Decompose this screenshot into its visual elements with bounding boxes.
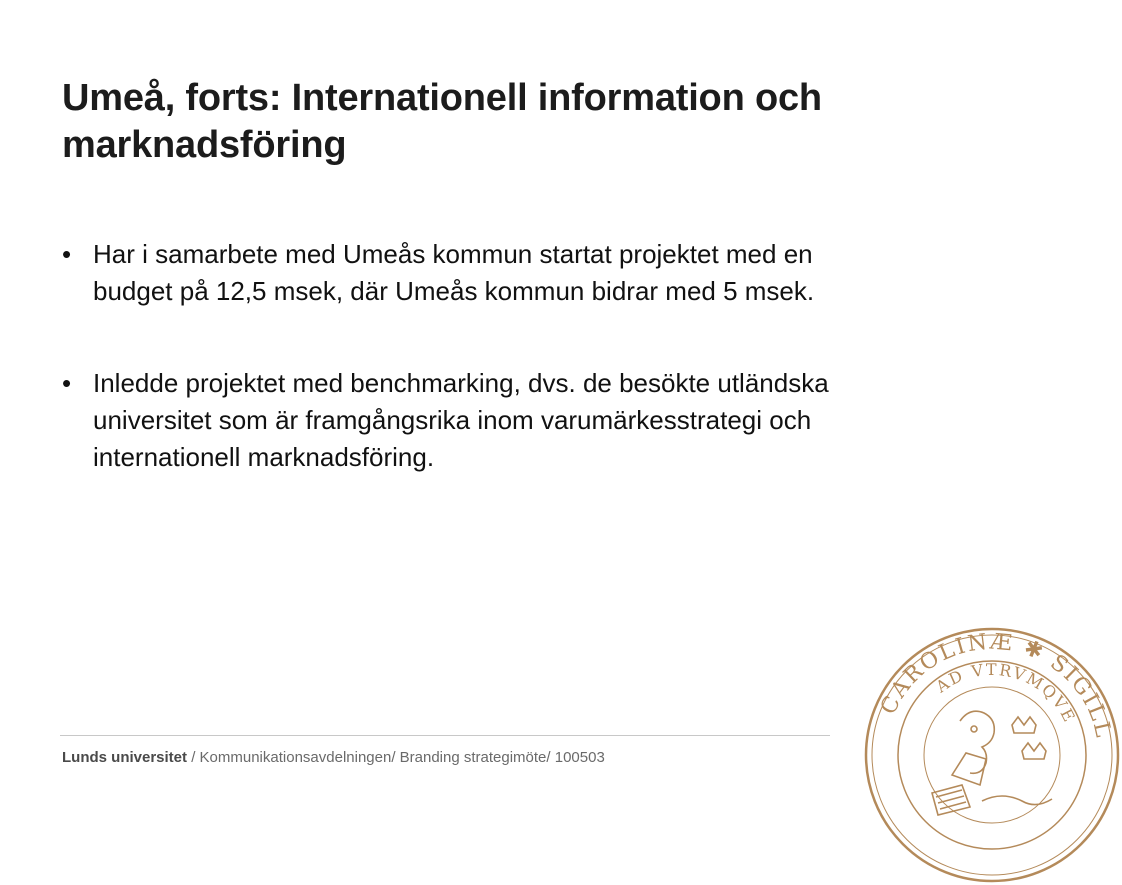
bullet-list (62, 236, 882, 476)
footer-path: / Kommunikationsavdelningen/ Branding strategimöte/ 100503 (187, 749, 605, 766)
slide-title: Umeå, forts: Internationell information och marknadsföring (62, 77, 822, 166)
seal-outer-text: CAROLINÆ ✱ SIGILL (876, 629, 1116, 742)
bullet-marker: • (62, 239, 72, 269)
bullet-item (62, 236, 882, 310)
seal-inner-text: AD VTRVMQVE (932, 659, 1080, 727)
svg-text:CAROLINÆ ✱ SIGILL (876, 629, 1116, 741)
footer-university: Lunds universitet (62, 749, 188, 766)
bullet-marker: • (62, 368, 72, 398)
bullet-text: Inledde projektet med benchmarking, dvs. de besökte utländska universitet som är framgångsrika inom varumärkesstrategi och internationell marknadsföring. (93, 368, 829, 472)
university-seal-icon (862, 625, 1122, 885)
bullet-item (62, 365, 882, 476)
footer (62, 748, 605, 768)
bullet-text: Har i samarbete med Umeås kommun startat projektet med en budget på 12,5 msek, där Umeås kommun bidrar med 5 msek. (93, 239, 815, 306)
footer-divider (60, 735, 830, 736)
